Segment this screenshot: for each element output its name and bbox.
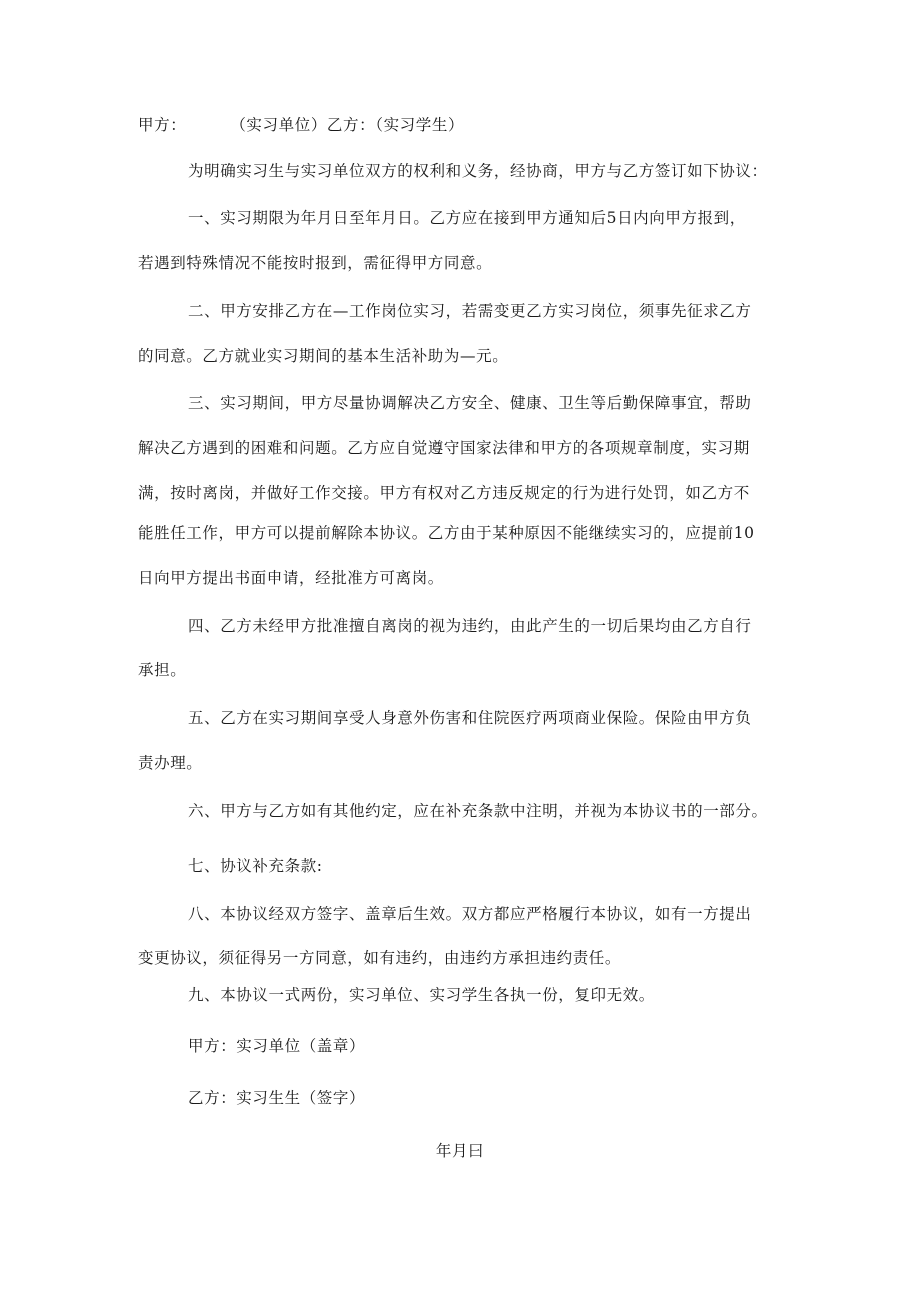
clause-3-line-1: 三、实习期间，甲方尽量协调解决乙方安全、健康、卫生等后勤保障事宜，帮助 — [188, 394, 752, 412]
clause-3-line-5: 日向甲方提出书面申请，经批准方可离岗。 — [138, 569, 444, 587]
party-a-signature: 甲方：实习单位（盖章） — [188, 1037, 366, 1055]
party-a-b-units: （实习单位）乙方：（实习学生） — [230, 116, 465, 134]
clause-3-line-2: 解决乙方遇到的困难和问题。乙方应自觉遵守国家法律和甲方的各项规章制度，实习期 — [138, 439, 750, 457]
clause-5-line-2: 责办理。 — [138, 754, 203, 772]
party-b-signature: 乙方：实习生生（签字） — [188, 1089, 366, 1107]
party-a-label: 甲方： — [138, 116, 187, 134]
intro-text: 为明确实习生与实习单位双方的权利和义务，经协商，甲方与乙方签订如下协议： — [188, 162, 768, 180]
clause-3-line-3: 满，按时离岗，并做好工作交接。甲方有权对乙方违反规定的行为进行处罚，如乙方不 — [138, 484, 750, 502]
clause-4-line-1: 四、乙方未经甲方批准擅自离岗的视为违约，由此产生的一切后果均由乙方自行 — [188, 617, 752, 635]
clause-2-line-1: 二、甲方安排乙方在—工作岗位实习，若需变更乙方实习岗位，须事先征求乙方 — [188, 302, 752, 320]
header-parties — [138, 115, 464, 135]
clause-6-line-1: 六、甲方与乙方如有其他约定，应在补充条款中注明，并视为本协议书的一部分。 — [188, 802, 768, 820]
clause-8-line-1: 八、本协议经双方签字、盖章后生效。双方都应严格履行本协议，如有一方提出 — [188, 905, 752, 923]
clause-2-line-2: 的同意。乙方就业实习期间的基本生活补助为—元。 — [138, 347, 509, 365]
clause-7-line-1: 七、协议补充条款: — [188, 857, 323, 875]
clause-3-line-4: 能胜任工作，甲方可以提前解除本协议。乙方由于某种原因不能继续实习的，应提前10 — [138, 524, 755, 542]
signature-date: 年月曰 — [435, 1142, 485, 1160]
clause-9-line-1: 九、本协议一式两份，实习单位、实习学生各执一份，复印无效。 — [188, 986, 655, 1004]
clause-8-line-2: 变更协议，须征得另一方同意，如有违约，由违约方承担违约责任。 — [138, 949, 622, 967]
clause-1-line-1: 一、实习期限为年月日至年月日。乙方应在接到甲方通知后5日内向甲方报到， — [188, 209, 746, 227]
clause-1-line-2: 若遇到特殊情况不能按时报到，需征得甲方同意。 — [138, 254, 493, 272]
clause-5-line-1: 五、乙方在实习期间享受人身意外伤害和住院医疗两项商业保险。保险由甲方负 — [188, 709, 752, 727]
clause-4-line-2: 承担。 — [138, 661, 187, 679]
